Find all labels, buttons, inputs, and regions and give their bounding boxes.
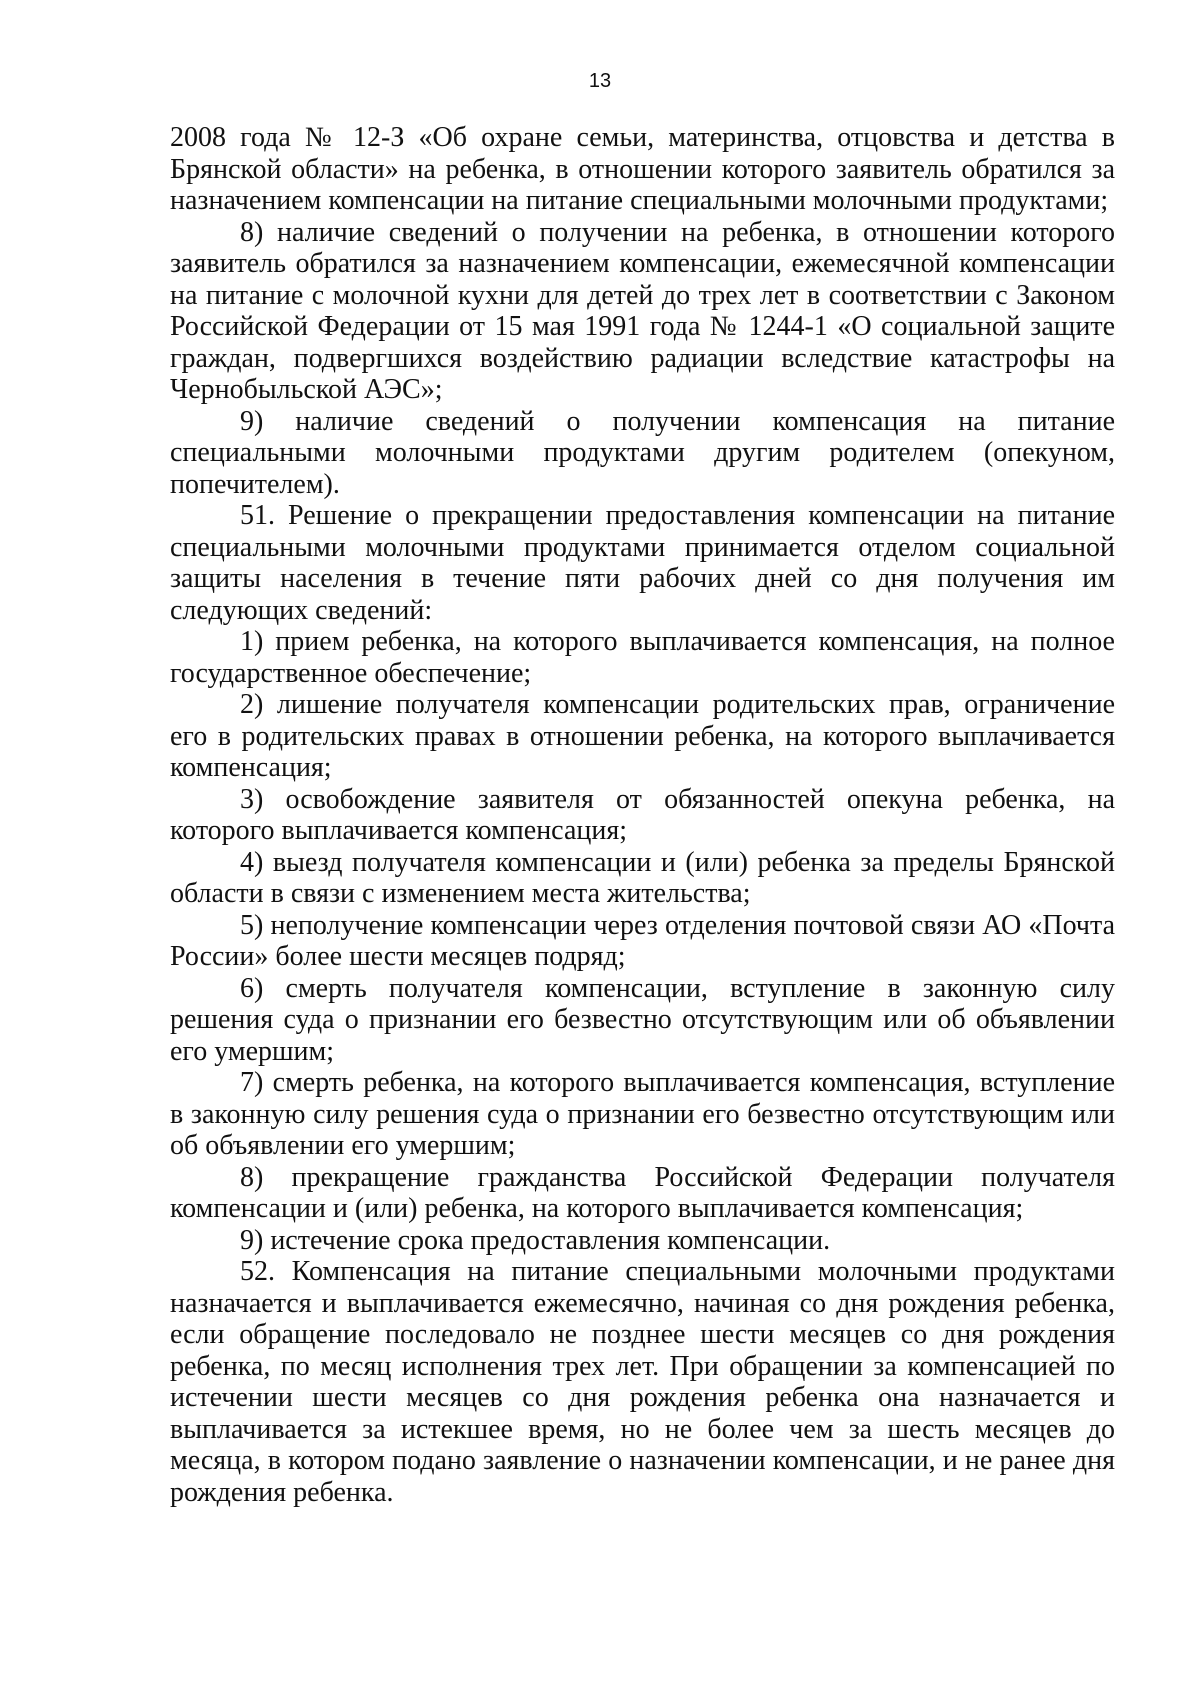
section-51-item-1: 1) прием ребенка, на которого выплачивается компенсация, на полное государственное обеспечение; bbox=[170, 626, 1115, 689]
section-51-item-8: 8) прекращение гражданства Российской Федерации получателя компенсации и (или) ребенка, на которого выплачивается компенсация; bbox=[170, 1161, 1115, 1224]
page-number: 13 bbox=[588, 70, 612, 92]
paragraph-continuation: 2008 года № 12-З «Об охране семьи, материнства, отцовства и детства в Брянской области» на ребенка, в отношении которого заявитель обратился за назначением компенсации на питание специальными молочными продуктами; bbox=[170, 122, 1115, 216]
section-51-item-6: 6) смерть получателя компенсации, вступление в законную силу решения суда о признании его безвестно отсутствующим или об объявлении его умершим; bbox=[170, 972, 1115, 1067]
section-51-item-5: 5) неполучение компенсации через отделения почтовой связи АО «Почта России» более шести месяцев подряд; bbox=[170, 909, 1115, 972]
list-item-9: 9) наличие сведений о получении компенсация на питание специальными молочными продуктами другим родителем (опекуном, попечителем). bbox=[170, 405, 1115, 500]
section-51-item-4: 4) выезд получателя компенсации и (или) ребенка за пределы Брянской области в связи с изменением места жительства; bbox=[170, 846, 1115, 909]
section-51-item-7: 7) смерть ребенка, на которого выплачивается компенсация, вступление в законную силу решения суда о признании его безвестно отсутствующим или об объявлении его умершим; bbox=[170, 1067, 1115, 1161]
section-51: 51. Решение о прекращении предоставления компенсации на питание специальными молочными продуктами принимается отделом социальной защиты населения в течение пяти рабочих дней со дня получения им следующих сведений: bbox=[170, 500, 1115, 626]
section-51-item-2: 2) лишение получателя компенсации родительских прав, ограничение его в родительских правах в отношении ребенка, на которого выплачивается компенсация; bbox=[170, 689, 1115, 783]
list-item-8: 8) наличие сведений о получении на ребенка, в отношении которого заявитель обратился за назначением компенсации, ежемесячной компенсации на питание с молочной кухни для детей до трех лет в соответствии с Законом Российской Федерации от 15 мая 1991 года № 1244-1 «О социальной защите граждан, подвергшихся воздействию радиации вследствие катастрофы на Чернобыльской АЭС»; bbox=[170, 216, 1115, 405]
section-51-item-9: 9) истечение срока предоставления компенсации. bbox=[240, 1224, 831, 1256]
section-52: 52. Компенсация на питание специальными молочными продуктами назначается и выплачивается ежемесячно, начиная со дня рождения ребенка, если обращение последовало не позднее шести месяцев со дня рождения ребенка, по месяц исполнения трех лет. При обращении за компенсацией по истечении шести месяцев со дня рождения ребенка она назначается и выплачивается за истекшее время, но не более чем за шесть месяцев до месяца, в котором подано заявление о назначении компенсации, и не ранее дня рождения ребенка. bbox=[170, 1256, 1115, 1508]
document-body bbox=[170, 122, 1115, 1508]
section-51-item-3: 3) освобождение заявителя от обязанностей опекуна ребенка, на которого выплачивается компенсация; bbox=[170, 783, 1115, 846]
